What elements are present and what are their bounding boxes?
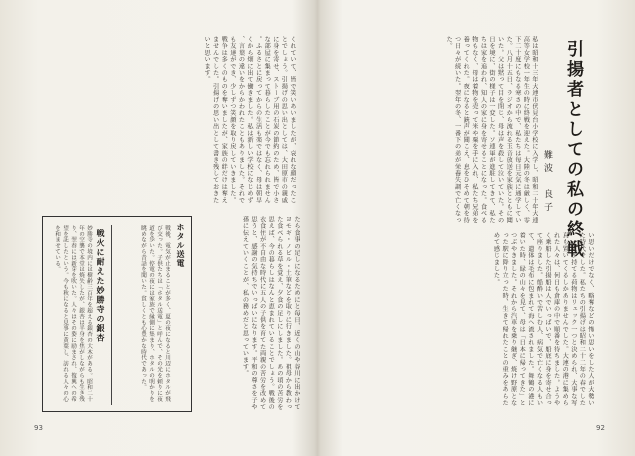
sidebar-box	[42, 216, 192, 412]
box-essay-title: 戦火に耐えた妙勝寺の銀杏	[96, 229, 106, 343]
left-body-lower: たら食事の足しになるためにと毎日、近くの山や谷川に出かけてヨモギ・ノビル・土筆などを取りに行きました。祖母から教わった食べられる草を覚え、夕食の足しにしました。あの頃の苦労を思えば、今の暮らしはなんと恵まれていることでしょう。戦後の衣食住が不自由な時代に五人の子供を育てた両親の苦労を改めて思うと、感謝の気持ちでいっぱいになります。平和の尊さを子や孫に伝えていくことが、私の務めだと思っています。	[241, 216, 300, 411]
right-body-lower: い思いだけでなく、略奪などの怖い思いをした人が大勢いた時代でした。私たちの引揚げは昭和二十二年の春でした。一人が持てる荷物はリュック一つと決められ、大事な写真も置いてくるしかありませんでした。大連の港に集められた人々は、何日も倉庫の中で順番を待ちました。ようやく乗船した引揚船は人でいっぱいで、船底に身を寄せ合って座りました。船酔いで苦しむ人、病気で亡くなる人もいて、遺体は毛布に包まれて海へ流されました。舞鶴の港に着いた時、緑の山々を見て、母は「日本に帰ってきた」とつぶやきました。それから汽車を乗り継ぎ、焼け野原となった駅に降り立った時、生きて帰れたことの重みをあらためて感じました。	[492, 232, 594, 407]
box-essay-text: 妙勝寺の境内には樹齢三百年を超える銀杏の大木がある。昭和二十年の空襲で本堂は焼失したが、銀杏は半身を焦がしながらも生き残り、翌春には新芽を吹いた。人々はその姿に励まされ、復興への希望を託したという。今も秋になると見事に黄葉し、訪れる人々の心を和ませている。	[54, 225, 92, 402]
left-body-upper: くれていて、皆で笑いあいましたが、哀れな顔だったことでしょう。引揚げの思い出としては、大田原市の親戚に身を寄せ、ストーブ用の石炭の節約のため、皆で小さな部屋に集まって暮らしたことが今でも忘れられません。ふるさとに戻ってからの生活も楽ではなく、母は朝早くから畑に出て働きました。私は新しい学校になじめず、言葉の違いをからかわれたこともありました。それでも友達ができ、少しずつ笑顔を取り戻していきました。戦争は多くのものを奪いましたが、家族の絆だけは奪えませんでした。引揚げの思い出として書き残しておきたいと思います。	[203, 36, 296, 204]
page-number-right: 92	[596, 424, 605, 432]
box-text: 戦後、電気が止まることが多く、夏の夜になると川辺にホタルが飛び交った。子供たちは「ホタル送電」と呼んで、その光を頼りに夜道を歩いた。停電の夜には家族で縁側に集まり、ホタルの明かりを眺めながら昔話を聞いた。貧しくとも心豊かな時代であった。	[140, 225, 170, 402]
page-number-left: 93	[34, 424, 43, 432]
box-divider	[111, 225, 112, 405]
essay-title: 引揚者としての私の終戦	[563, 40, 583, 260]
box-title: ホタル送電	[176, 223, 186, 268]
author-name: 難波 良子	[542, 150, 552, 215]
right-body-upper: 私は昭和十三年大連市伏見台小学校に入学し、昭和二十年大連高等女学校一年生の時に終戦を迎えた。大陸の冬は厳しく、零下二十度にもなる寒さの中で、私たちは毎日元気に通学していた。八月十五日、ラジオから流れる玉音放送を家族とともに聞いた。父は黙って目を閉じ、母は声を殺して泣いていた。その日を境に、街の様子は一変した。ソ連軍が進駐してきて、私たちは家を追われ、知人の家に身を寄せることになった。食べる物もなく、母は着物を売って米や粟を手に入れ、私たち兄弟を養ってくれた。夜になると銃声が聞こえ、息をひそめて朝を待つ日々が続いた。翌年の冬、一番下の弟が栄養失調で亡くなった。	[445, 36, 538, 224]
